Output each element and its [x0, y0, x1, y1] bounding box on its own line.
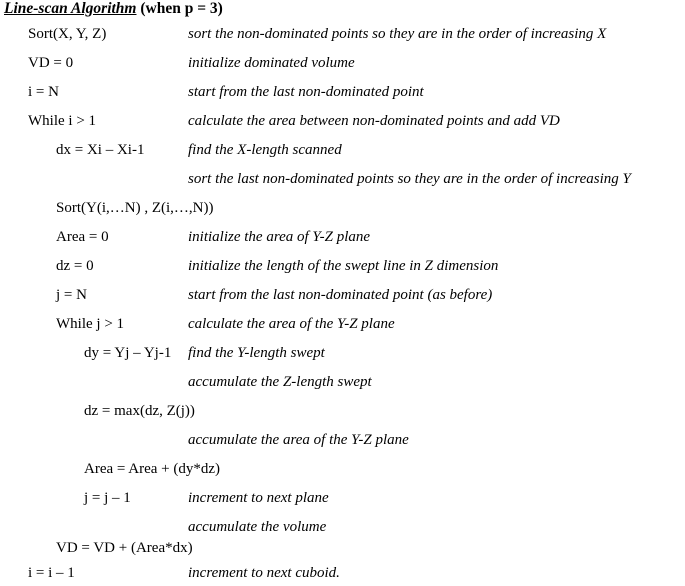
comment-text: find the Y-length swept — [188, 345, 325, 361]
code-line-while-j — [0, 312, 685, 336]
comment-text: increment to next plane — [188, 490, 329, 506]
code-line-z-comment — [0, 370, 685, 394]
code-line-init-i — [0, 80, 685, 104]
code-text: Sort(X, Y, Z) — [28, 26, 107, 42]
comment-text: accumulate the volume — [188, 519, 327, 535]
code-line-sort-yz — [0, 196, 685, 220]
comment-text: accumulate the Z-length swept — [188, 374, 372, 390]
code-text: Area = Area + (dy*dz) — [84, 461, 221, 477]
comment-text: start from the last non-dominated point — [188, 84, 424, 100]
code-text: dx = Xi – Xi-1 — [56, 142, 145, 158]
code-text: VD = VD + (Area*dx) — [56, 540, 193, 556]
code-text: dz = max(dz, Z(j)) — [84, 403, 195, 419]
comment-text: accumulate the area of the Y-Z plane — [188, 432, 409, 448]
code-line-dy — [0, 341, 685, 365]
algorithm-title — [4, 0, 223, 18]
code-line-sort-xyz — [0, 22, 685, 46]
code-line-vd-accum — [0, 536, 685, 560]
comment-text: calculate the area of the Y-Z plane — [188, 316, 395, 332]
comment-text: initialize dominated volume — [188, 55, 355, 71]
comment-text: increment to next cuboid. — [188, 565, 340, 581]
comment-text: sort the non-dominated points so they are in the order of increasing X — [188, 26, 607, 42]
code-line-init-area — [0, 225, 685, 249]
code-text: Area = 0 — [56, 229, 109, 245]
comment-text: start from the last non-dominated point (as before) — [188, 287, 493, 303]
code-line-init-j — [0, 283, 685, 307]
code-text: j = j – 1 — [84, 490, 131, 506]
code-text: j = N — [56, 287, 87, 303]
comment-text: initialize the length of the swept line in Z dimension — [188, 258, 499, 274]
comment-text: find the X-length scanned — [188, 142, 342, 158]
code-text: Sort(Y(i,…N) , Z(i,…,N)) — [56, 200, 214, 216]
code-text: i = i – 1 — [28, 565, 75, 581]
code-line-dx — [0, 138, 685, 162]
algorithm-title-main: Line-scan Algorithm — [4, 0, 137, 17]
code-line-sort-comment — [0, 167, 685, 191]
code-text: While j > 1 — [56, 316, 125, 332]
code-text: While i > 1 — [28, 113, 97, 129]
comment-text: initialize the area of Y-Z plane — [188, 229, 371, 245]
code-line-init-dz — [0, 254, 685, 278]
code-text: i = N — [28, 84, 59, 100]
algorithm-title-suffix: (when p = 3) — [136, 0, 223, 17]
code-text: VD = 0 — [28, 55, 74, 71]
code-line-area-comment — [0, 428, 685, 452]
code-text: dy = Yj – Yj-1 — [84, 345, 172, 361]
code-text: dz = 0 — [56, 258, 94, 274]
comment-text: calculate the area between non-dominated points and add VD — [188, 113, 560, 129]
code-line-j-decrement — [0, 486, 685, 510]
code-line-i-decrement — [0, 561, 685, 585]
code-line-area-accum — [0, 457, 685, 481]
comment-text: sort the last non-dominated points so they are in the order of increasing Y — [188, 171, 631, 187]
code-line-dz-max — [0, 399, 685, 423]
code-line-init-vd — [0, 51, 685, 75]
code-line-while-i — [0, 109, 685, 133]
